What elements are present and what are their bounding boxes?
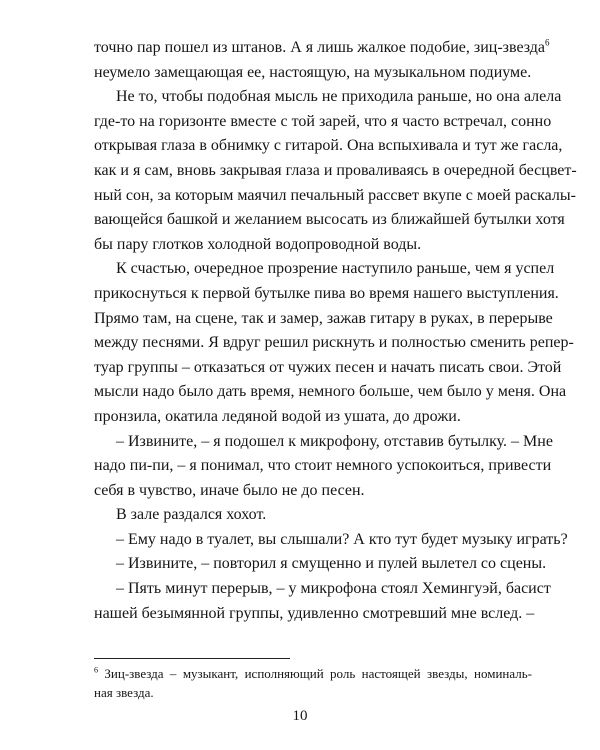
dialogue-first-line: – Ему надо в туалет, вы слышали? А кто тут будет музыку играть? xyxy=(116,530,568,548)
dialogue-first-line: – Извините, – я подошел к микрофону, отставив бутылку. – Мне xyxy=(116,432,553,450)
text-line: Прямо там, на сцене, так и замер, зажав гитару в руках, в перерыве xyxy=(94,309,553,327)
footnote-reference[interactable]: 6 xyxy=(545,37,550,48)
text-line: ный сон, за которым маячил печальный рассвет вкупе с моей раскалы- xyxy=(94,186,576,204)
footnote-line: $^6$ Зиц-звезда – музыкант, исполняющий роль настоящей звезды, номиналь- xyxy=(94,665,533,681)
text-line: нашей безымянной группы, удивленно смотревший мне вслед. – xyxy=(94,604,535,622)
text-line: открывая глаза в обнимку с гитарой. Она вспыхивала и тут же гасла, xyxy=(94,137,563,155)
footnote-line: ная звезда. xyxy=(94,685,154,700)
text-line: надо пи-пи, – я понимал, что стоит немного успокоиться, привести xyxy=(94,457,552,475)
text-line: вающейся башкой и желанием высосать из ближайшей бутылки хотя xyxy=(94,211,565,229)
text-line: бы пару глотков холодной водопроводной воды. xyxy=(94,235,422,253)
body-text xyxy=(94,36,577,626)
dialogue-first-line: – Извините, – повторил я смущенно и пулей вылетел со сцены. xyxy=(116,555,547,573)
text-line: между песнями. Я вдруг решил рискнуть и полностью сменить репер- xyxy=(94,334,574,352)
paragraph-first-line: К счастью, очередное прозрение наступило раньше, чем я успел xyxy=(116,260,555,278)
text-line: пронзила, окатила ледяной водой из ушата, до дрожи. xyxy=(94,407,461,425)
text-line: неумело замещающая ее, настоящую, на музыкальном подиуме. xyxy=(94,63,532,81)
text-line: себя в чувство, иначе было не до песен. xyxy=(94,481,365,499)
page-number: 10 xyxy=(292,708,308,724)
footnote xyxy=(94,664,532,702)
paragraph-first-line: В зале раздался хохот. xyxy=(116,506,267,524)
text-line: мысли надо было дать время, немного больше, чем было у меня. Она xyxy=(94,383,567,401)
dialogue-first-line: – Пять минут перерыв, – у микрофона стоял Хемингуэй, басист xyxy=(116,580,551,598)
paragraph-first-line: Не то, чтобы подобная мысль не приходила раньше, но она алела xyxy=(116,88,562,106)
text-line: туар группы – отказаться от чужих песен и начать писать свои. Этой xyxy=(94,358,562,376)
footnote-marker: 6 xyxy=(94,665,98,675)
text-line: прикоснуться к первой бутылке пива во время нашего выступления. xyxy=(94,284,559,302)
text-line: как и я сам, вновь закрывая глаза и проваливаясь в очередной бесцвет- xyxy=(94,161,577,179)
footnote-separator xyxy=(94,658,290,659)
text-line: точно пар пошел из штанов. А я лишь жалкое подобие, зиц-звезда$^6$ xyxy=(94,37,550,56)
text-line: где-то на горизонте вместе с той зарей, что я часто встречал, сонно xyxy=(94,112,552,130)
